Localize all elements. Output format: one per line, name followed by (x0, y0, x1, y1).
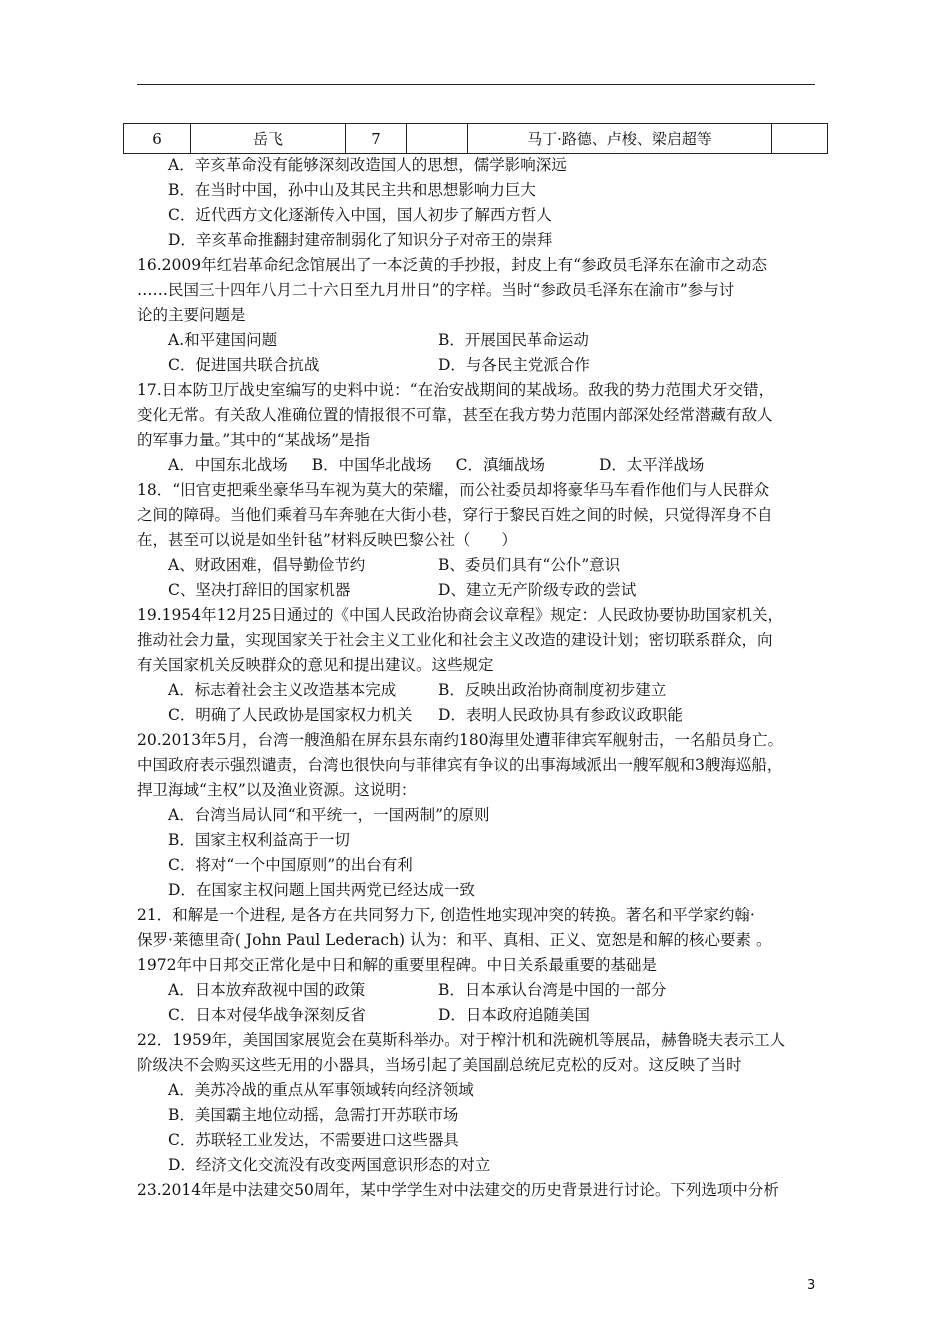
table-cell: 6 (124, 124, 191, 154)
option: B．反映出政治协商制度初步建立 (438, 681, 667, 699)
option: B．日本承认台湾是中国的一部分 (438, 981, 667, 999)
option-line: C．近代西方文化逐渐传入中国，国人初步了解西方哲人 (168, 206, 552, 224)
option: C、坚决打辞旧的国家机器 (168, 581, 351, 599)
option-row (137, 978, 827, 1003)
question-22-stem: 22．1959年，美国国家展览会在莫斯科举办。对于榨汁机和洗碗机等展品，赫鲁晓夫表示工人 (137, 1031, 786, 1049)
option-line: D．经济文化交流没有改变两国意识形态的对立 (168, 1156, 491, 1174)
option: B、委员们具有“公仆”意识 (438, 556, 621, 574)
table-cell: 马丁·路德、卢梭、梁启超等 (468, 124, 772, 154)
option: D．表明人民政协具有参政议政职能 (438, 706, 683, 724)
question-18-stem: 之间的障碍。当他们乘着马车奔驰在大街小巷，穿行于黎民百姓之间的时候，只觉得浑身不自 (137, 506, 773, 524)
option-row (137, 703, 827, 728)
question-21-stem: 1972年中日邦交正常化是中日和解的重要里程碑。中日关系最重要的基础是 (137, 956, 657, 974)
question-23-stem: 23.2014年是中法建交50周年，某中学学生对中法建交的历史背景进行讨论。下列选项中分析 (137, 1181, 779, 1199)
option: D．日本政府追随美国 (438, 1006, 590, 1024)
question-18-stem: 在，甚至可以说是如坐针毡”材料反映巴黎公社（ ） (137, 531, 517, 549)
question-20-stem: 中国政府表示强烈谴责，台湾也很快向与菲律宾有争议的出事海域派出一艘军舰和3艘海巡船， (137, 756, 783, 774)
question-16-stem: 论的主要问题是 (137, 306, 246, 324)
option: C．明确了人民政协是国家权力机关 (168, 706, 413, 724)
option-line: D．在国家主权问题上国共两党已经达成一致 (168, 881, 475, 899)
question-16-stem: 16.2009年红岩革命纪念馆展出了一本泛黄的手抄报，封皮上有“参政员毛泽东在渝市之动态 (137, 256, 768, 274)
option-line: A．美苏冷战的重点从军事领域转向经济领域 (168, 1081, 474, 1099)
option-line: C．将对“一个中国原则”的出台有利 (168, 856, 413, 874)
table-cell (407, 124, 468, 154)
option: C．日本对侵华战争深刻反省 (168, 1006, 366, 1024)
option-row (137, 553, 827, 578)
question-17-stem: 的军事力量。”其中的“某战场”是指 (137, 431, 371, 449)
question-17-stem: 17.日本防卫厅战史室编写的史料中说：“在治安战期间的某战场。敌我的势力范围犬牙交错， (137, 381, 775, 399)
option-line: B．在当时中国，孙中山及其民主共和思想影响力巨大 (168, 181, 536, 199)
option: A．标志着社会主义改造基本完成 (168, 681, 397, 699)
option: D、建立无产阶级专政的尝试 (438, 581, 637, 599)
option-row (137, 578, 827, 603)
question-16-stem: ……民国三十四年八月二十六日至九月卅日”的字样。当时“参政员毛泽东在渝市”参与讨 (137, 281, 735, 299)
answer-table (123, 123, 828, 154)
question-18-stem: 18．“旧官吏把乘坐豪华马车视为莫大的荣耀，而公社委员却将豪华马车看作他们与人民群众 (137, 481, 770, 499)
question-21-stem: 保罗·莱德里奇( John Paul Lederach) 认为：和平、真相、正义、宽恕是和解的核心要素 。 (137, 931, 772, 949)
option-line: A．辛亥革命没有能够深刻改造国人的思想，儒学影响深远 (168, 156, 567, 174)
option-line: B．美国霸主地位动摇，急需打开苏联市场 (168, 1106, 459, 1124)
question-20-stem: 捍卫海域“主权”以及渔业资源。这说明： (137, 781, 417, 799)
option-line: C．苏联轻工业发达，不需要进口这些器具 (168, 1131, 459, 1149)
question-19-stem: 推动社会力量，实现国家关于社会主义工业化和社会主义改造的建设计划；密切联系群众，向 (137, 631, 773, 649)
question-17-stem: 变化无常。有关敌人准确位置的情报很不可靠，甚至在我方势力范围内部深处经常潜藏有敌人 (137, 406, 773, 424)
question-22-stem: 阶级决不会购买这些无用的小器具，当场引起了美国副总统尼克松的反对。这反映了当时 (137, 1056, 742, 1074)
page-number: 3 (807, 1278, 816, 1293)
option: C．促进国共联合抗战 (168, 356, 320, 374)
table-cell (772, 124, 828, 154)
table-cell: 岳飞 (191, 124, 346, 154)
option-line: A．台湾当局认同“和平统一，一国两制”的原则 (168, 806, 490, 824)
option: D．与各民主党派合作 (438, 356, 590, 374)
option-row (137, 453, 827, 478)
option-row (137, 353, 827, 378)
option-row (137, 1003, 827, 1028)
option: A．日本放弃敌视中国的政策 (168, 981, 366, 999)
question-19-stem: 19.1954年12月25日通过的《中国人民政治协商会议章程》规定：人民政协要协助国家机关， (137, 606, 784, 624)
option-line: D．辛亥革命推翻封建帝制弱化了知识分子对帝王的崇拜 (168, 231, 553, 249)
option: B．中国华北战场 (311, 456, 432, 474)
table-row (124, 124, 828, 154)
question-21-stem: 21．和解是一个进程, 是各方在共同努力下, 创造性地实现冲突的转换。著名和平学家约翰· (137, 906, 755, 924)
question-content (137, 153, 827, 1203)
option: A.和平建国问题 (168, 331, 278, 349)
table-cell: 7 (346, 124, 407, 154)
option-row (137, 678, 827, 703)
option: C．滇缅战场 (455, 456, 545, 474)
option: A．中国东北战场 (168, 456, 288, 474)
option-row (137, 328, 827, 353)
option: B．开展国民革命运动 (438, 331, 589, 349)
option-line: B．国家主权利益高于一切 (168, 831, 350, 849)
option: A、财政困难，倡导勤俭节约 (168, 556, 366, 574)
question-19-stem: 有关国家机关反映群众的意见和提出建议。这些规定 (137, 656, 494, 674)
header-rule (137, 84, 815, 85)
question-20-stem: 20.2013年5月，台湾一艘渔船在屏东县东南约180海里处遭菲律宾军舰射击，一名船员身亡。 (137, 731, 784, 749)
option: D．太平洋战场 (598, 456, 705, 474)
